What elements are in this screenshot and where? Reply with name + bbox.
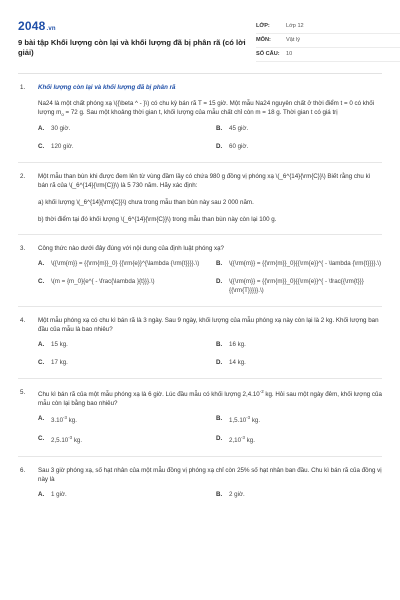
question-text-part: = 72 g. Sau một khoảng thời gian t, khối lượng của mẫu chất chỉ còn m = 18 g. Thời gian t có giá trị — [63, 108, 338, 116]
meta-row-count — [256, 48, 400, 62]
question-text — [38, 100, 382, 119]
site-logo[interactable] — [18, 18, 56, 35]
option-letter: C. — [38, 142, 45, 150]
question-5 — [18, 379, 382, 457]
question-number: 2. — [20, 172, 26, 180]
option-text: 120 giờ. — [51, 142, 74, 150]
meta-row-grade — [256, 20, 400, 34]
option-text: 1 giờ. — [51, 491, 67, 499]
option-b[interactable] — [216, 341, 382, 350]
question-number: 4. — [20, 317, 26, 325]
option-b[interactable] — [216, 491, 382, 500]
option-unit: kg. — [250, 417, 261, 425]
answer-options — [38, 415, 382, 446]
option-b[interactable] — [216, 415, 382, 426]
document-meta — [256, 20, 400, 62]
option-text: 14 kg. — [229, 359, 246, 367]
option-a[interactable] — [38, 125, 204, 134]
option-base: 1,5.10 — [229, 417, 247, 425]
option-d[interactable] — [216, 359, 382, 368]
meta-value: Lớp 12 — [286, 23, 304, 30]
option-exponent: -3 — [246, 415, 251, 421]
option-letter: D. — [216, 142, 223, 150]
subscript: o — [61, 112, 64, 118]
option-unit: kg. — [66, 417, 77, 425]
option-d[interactable] — [216, 278, 382, 296]
option-base: 2,5.10 — [51, 437, 69, 445]
meta-row-subject — [256, 34, 400, 48]
question-text-part: Na24 là một chất phóng xạ \({\beta ^ - }\) có chu kỳ bán rã T = 15 giờ. Một mẫu Na24 nguyên chất ở thời điểm t = 0 có khối lượng m — [38, 99, 375, 116]
question-text: Một mẫu than bùn khi được đem lên từ vùng đầm lầy có chứa 980 g đồng vị phóng xạ \(_6^{14}{\rm{C}}\) Biết rằng chu kì bán rã của \(_6^{14}{\rm{C}}\) là 5 730 năm. Hãy xác định: — [38, 172, 371, 189]
option-text — [229, 415, 260, 426]
question-number: 6. — [20, 467, 26, 475]
option-letter: D. — [216, 359, 223, 367]
answer-options — [38, 341, 382, 368]
option-exponent: -3 — [68, 435, 73, 441]
option-text: \({\rm{m}} = {{\rm{m}}_0}{{\rm{e}}^{ - \frac{{\rm{t}}}{{\rm{T}}}}}.\) — [229, 278, 364, 295]
question-number: 5. — [20, 389, 26, 397]
option-text: 15 kg. — [51, 341, 68, 349]
option-base: 3.10 — [51, 417, 64, 425]
option-c[interactable] — [38, 435, 204, 446]
option-letter: C. — [38, 435, 45, 443]
question-text-part: Chu kì bán rã của một mẫu phóng xạ là 6 giờ. Lúc đầu mẫu có khối lượng 2,4.10 — [38, 391, 260, 399]
option-text: 30 giờ. — [51, 124, 71, 132]
option-text: \({\rm{m}} = {{\rm{m}}_0} {{\rm{e}}^{\lambda {\rm{t}}}}.\) — [51, 260, 200, 268]
meta-key: LỚP: — [256, 23, 270, 30]
option-letter: B. — [216, 341, 223, 349]
meta-value: Vật lý — [286, 37, 300, 44]
superscript: -2 — [259, 389, 264, 395]
option-a[interactable] — [38, 491, 204, 500]
option-letter: D. — [216, 435, 223, 443]
document-title: 9 bài tập Khối lượng còn lại và khối lượng đã bị phân rã (có lời giải) — [18, 38, 246, 58]
option-b[interactable] — [216, 260, 382, 269]
section-heading: Khối lượng còn lại và khối lượng đã bị phân rã — [38, 84, 176, 91]
option-c[interactable] — [38, 278, 204, 296]
option-letter: A. — [38, 124, 45, 132]
question-text — [38, 389, 382, 409]
option-text — [51, 435, 82, 446]
question-3 — [18, 235, 382, 307]
option-b[interactable] — [216, 125, 382, 134]
option-a[interactable] — [38, 415, 204, 426]
option-exponent: -3 — [63, 415, 67, 421]
option-letter: A. — [38, 491, 45, 499]
option-unit: kg. — [244, 437, 255, 445]
question-text: Sau 3 giờ phóng xạ, số hạt nhân của một mẫu đồng vị phóng xạ chỉ còn 25% số hạt nhân ban đầu. Chu kì bán rã của đồng vị này là — [38, 467, 382, 484]
option-text: \({\rm{m}} = {{\rm{m}}_0}{{\rm{e}}^{ - \lambda {\rm{t}}}}.\) — [229, 260, 382, 268]
option-letter: B. — [216, 491, 223, 499]
sub-question-a: a) khối lượng \(_6^{14}{\rm{C}}\) chưa trong mẫu than bùn này sau 2 000 năm. — [38, 198, 254, 206]
option-letter: D. — [216, 278, 223, 286]
document-header — [18, 14, 382, 74]
option-letter: B. — [216, 260, 223, 268]
logo-main: 2048 — [18, 19, 46, 33]
option-letter: C. — [38, 359, 45, 367]
question-text: Công thức nào dưới đây đúng với nội dung của định luật phóng xạ? — [38, 245, 224, 253]
option-base: 2,10 — [229, 437, 242, 445]
question-2 — [18, 163, 382, 236]
option-letter: C. — [38, 278, 45, 286]
answer-options — [38, 125, 382, 152]
option-a[interactable] — [38, 260, 204, 269]
meta-key: SỐ CÂU: — [256, 51, 280, 58]
meta-key: MÔN: — [256, 37, 271, 44]
option-c[interactable] — [38, 143, 204, 152]
option-exponent: -3 — [241, 435, 245, 441]
option-letter: B. — [216, 124, 223, 132]
question-text: Một mẫu phóng xạ có chu kì bán rã là 3 ngày. Sau 9 ngày, khối lượng của mẫu phóng xạ này còn lại là 2 kg. Khối lượng ban đầu của mẫu là bao nhiêu? — [38, 317, 379, 334]
option-letter: B. — [216, 415, 223, 423]
option-letter: A. — [38, 415, 45, 423]
question-4 — [18, 307, 382, 379]
question-6 — [18, 457, 382, 510]
option-a[interactable] — [38, 341, 204, 350]
question-number: 3. — [20, 245, 26, 253]
answer-options — [38, 491, 382, 500]
option-d[interactable] — [216, 143, 382, 152]
option-letter: A. — [38, 341, 45, 349]
option-text — [51, 415, 77, 426]
option-c[interactable] — [38, 359, 204, 368]
question-text-part: kg. Hỏi sau một ngày đêm, khối lượng của mẫu còn lại bằng bao nhiêu? — [38, 391, 382, 408]
option-letter: A. — [38, 260, 45, 268]
meta-value: 10 — [286, 51, 293, 58]
answer-options — [38, 260, 382, 296]
option-d[interactable] — [216, 435, 382, 446]
question-number: 1. — [20, 84, 26, 91]
option-unit: kg. — [72, 437, 83, 445]
option-text: 60 giờ. — [229, 142, 249, 150]
question-1 — [18, 74, 382, 163]
option-text: \(m = {m_0}{e^{ - \frac{\lambda }{t}}}.\) — [51, 278, 155, 286]
option-text: 2 giờ. — [229, 491, 245, 499]
option-text: 17 kg. — [51, 359, 68, 367]
logo-suffix: .vn — [46, 26, 56, 32]
option-text — [229, 435, 255, 446]
option-text: 16 kg. — [229, 341, 246, 349]
option-text: 45 giờ. — [229, 124, 249, 132]
sub-question-b: b) thời điểm tại đó khối lượng \(_6^{14}{\rm{C}}\) trong mẫu than bùn này còn lại 100 g. — [38, 215, 277, 223]
